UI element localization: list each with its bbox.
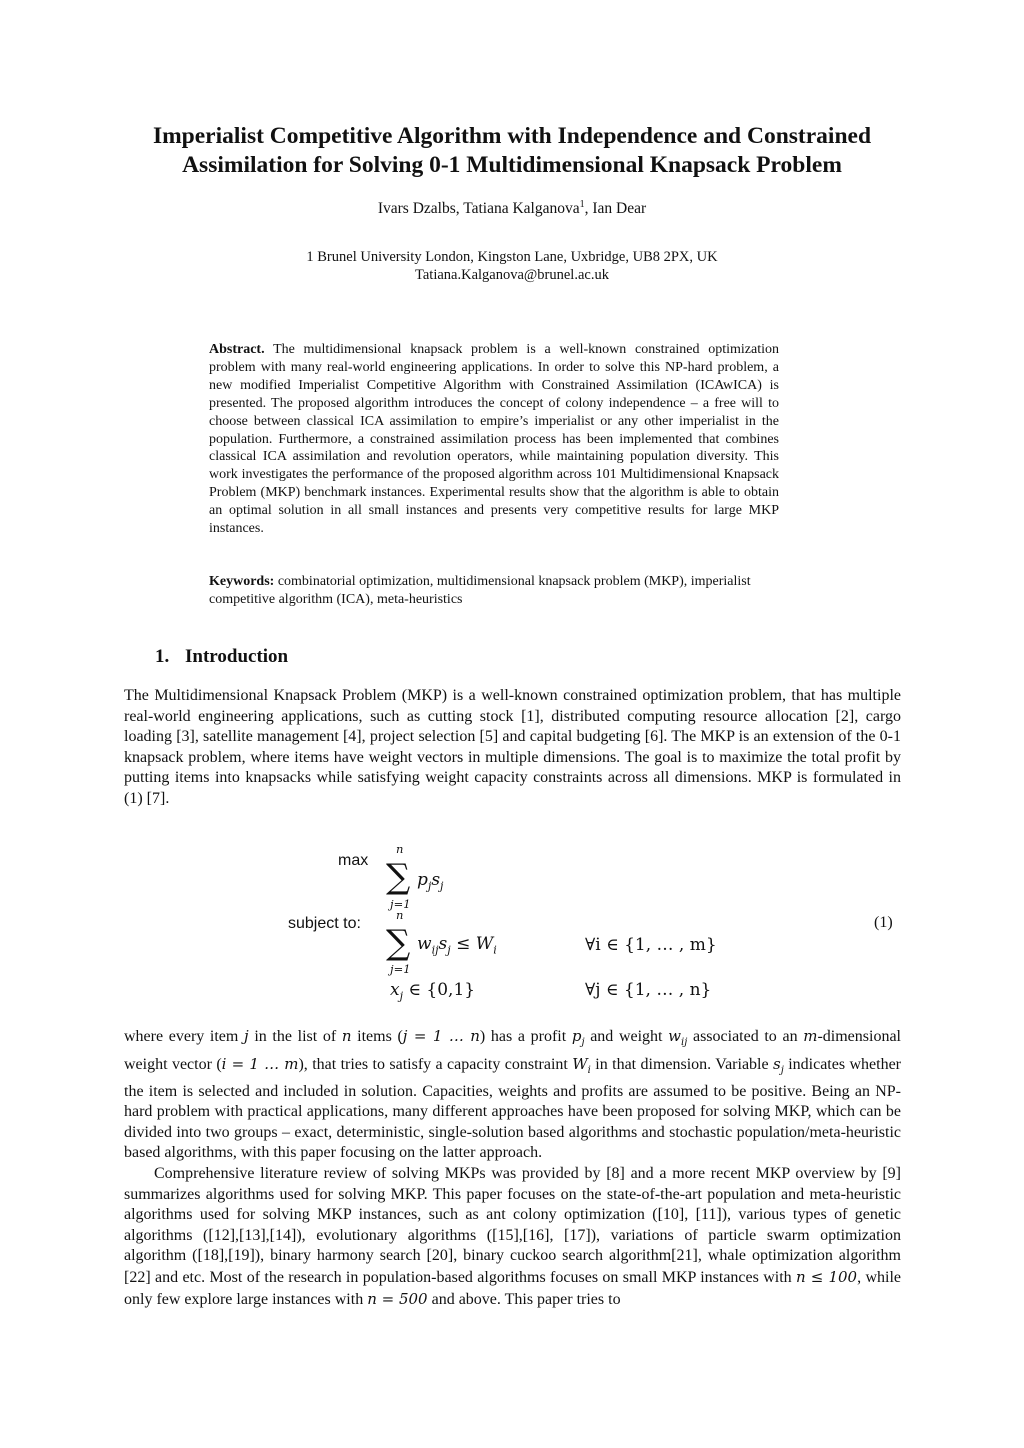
intro-paragraph-3 bbox=[124, 1164, 901, 1310]
p3-math: n ≤ 100 bbox=[796, 1267, 858, 1286]
eq-sum2-upper: n bbox=[396, 908, 404, 922]
p2-text: -dimensional weight vector ( bbox=[124, 1028, 901, 1073]
intro-paragraph-2 bbox=[124, 1026, 901, 1164]
p2-text: in that dimension. Variable bbox=[590, 1055, 773, 1073]
authors-text: Ivars Dzalbs, Tatiana Kalganova bbox=[377, 200, 580, 218]
keywords-text: combinatorial optimization, multidimensional knapsack problem (MKP), imperialist competitive algorithm (ICA), meta-heuristics bbox=[209, 574, 751, 607]
p2-text: indicates whether the item is selected and included in solution. Capacities, weights and profits are assumed to be positive. Being an NP-hard problem with practical applications, many different approaches have been proposed for solving MKP, which can be divided into two groups – exact, deterministic, single-solution based algorithms and stochastic population/meta-heuristic based algorithms, with this paper focusing on the latter approach. bbox=[124, 1055, 902, 1162]
affiliation-marker: 1 bbox=[579, 199, 585, 210]
eq-constraint-w: w bbox=[417, 934, 432, 954]
p2-math: w bbox=[668, 1027, 681, 1045]
affiliation-email: Tatiana.Kalganova@brunel.ac.uk bbox=[415, 267, 609, 283]
eq-constraint bbox=[417, 934, 497, 956]
authors bbox=[0, 199, 1024, 218]
p2-math: m bbox=[803, 1027, 818, 1045]
p2-text: and weight bbox=[584, 1028, 669, 1045]
keywords-label: Keywords: bbox=[209, 574, 275, 589]
eq-domain-x: x bbox=[390, 980, 400, 1000]
intro-paragraphs bbox=[124, 1026, 901, 1310]
eq-objective-p: p bbox=[417, 870, 428, 890]
eq-constraint-s-sub: j bbox=[447, 943, 451, 957]
p2-math-sub: i bbox=[587, 1064, 591, 1076]
p2-math: p bbox=[571, 1027, 582, 1045]
p2-math: s bbox=[773, 1054, 781, 1073]
p2-math-sub: j bbox=[581, 1037, 585, 1049]
equation-number: (1) bbox=[874, 914, 893, 931]
p2-text: ) has a profit bbox=[479, 1028, 572, 1045]
p2-math: n bbox=[341, 1027, 352, 1045]
p2-math: j bbox=[244, 1027, 249, 1045]
p2-math: j = 1 … n bbox=[402, 1027, 480, 1045]
eq-sum1-lower: j=1 bbox=[390, 897, 411, 911]
keywords bbox=[209, 573, 779, 609]
section-title: Introduction bbox=[185, 646, 289, 667]
eq-sum1-sigma: ∑ bbox=[386, 857, 411, 897]
eq-constraint-rel: ≤ bbox=[456, 934, 471, 954]
p2-text: where every item bbox=[124, 1028, 245, 1045]
p2-math-sub: ij bbox=[681, 1037, 688, 1049]
intro-paragraph-1: The Multidimensional Knapsack Problem (MKP) is a well-known constrained optimization problem, that has multiple real-world engineering applications, such as cutting stock [1], distributed computing resource allocation [2], cargo loading [3], satellite management [4], project selection [5] and capital budgeting [6]. The MKP is an extension of the 0-1 knapsack problem, where items have weight vectors in multiple dimensions. The goal is to maximize the total profit by putting items into knapsacks while satisfying weight capacity constraints across all dimensions. MKP is formulated in (1) [7]. bbox=[124, 687, 901, 807]
eq-subject-label: subject to: bbox=[288, 915, 361, 932]
eq-objective-p-sub: j bbox=[427, 879, 432, 893]
p2-text: items ( bbox=[351, 1028, 403, 1045]
p2-text: in the list of bbox=[248, 1028, 342, 1045]
eq-objective-s: s bbox=[431, 870, 441, 890]
p3-text: Comprehensive literature review of solving MKPs was provided by [8] and a more recent MKP overview by [9] summarizes algorithms used for solving MKP. This paper focuses on the state-of-the-art population and meta-heuristic algorithms used for solving MKP instances, such as ant colony optimization ([10], [11]), various types of genetic algorithms ([12],[13],[14]), evolutionary algorithms ([15],[16], [17]), variations of particle swarm optimization algorithm ([18],[19]), binary harmony search [20], binary cuckoo search algorithm[21], whale optimization algorithm [22] and etc. Most of the research in population-based algorithms focuses on small MKP instances with bbox=[124, 1164, 901, 1286]
eq-objective-s-sub: j bbox=[440, 879, 444, 893]
paper-title bbox=[100, 122, 924, 180]
equation-block bbox=[0, 840, 1024, 1010]
eq-domain-set: ∈ {0,1} bbox=[408, 980, 476, 1000]
title-line-2: Assimilation for Solving 0-1 Multidimensional Knapsack Problem bbox=[182, 152, 842, 178]
p2-math-sub: j bbox=[780, 1064, 784, 1076]
eq-domain bbox=[390, 980, 475, 1002]
authors-text-end: , Ian Dear bbox=[584, 200, 647, 218]
p2-text: associated to an bbox=[687, 1028, 804, 1045]
eq-forall-j: ∀j ∈ {1, … , n} bbox=[585, 980, 712, 1000]
abstract bbox=[209, 341, 779, 538]
eq-sum1-upper: n bbox=[396, 842, 404, 856]
affiliation-address: 1 Brunel University London, Kingston Lane, Uxbridge, UB8 2PX, UK bbox=[306, 249, 718, 265]
section-heading bbox=[155, 646, 288, 668]
p3-text: and above. This paper tries to bbox=[427, 1290, 621, 1308]
eq-constraint-w-sub: ij bbox=[431, 943, 439, 957]
section-number: 1. bbox=[155, 646, 170, 667]
p3-text: , while only few explore large instances with bbox=[124, 1268, 902, 1308]
eq-max-label: max bbox=[338, 852, 369, 869]
affiliation bbox=[0, 248, 1024, 284]
eq-sum2-sigma: ∑ bbox=[386, 923, 411, 963]
eq-domain-x-sub: j bbox=[399, 989, 404, 1003]
title-line-1: Imperialist Competitive Algorithm with Independence and Constrained bbox=[152, 123, 872, 149]
p2-math: i = 1 … m bbox=[221, 1054, 299, 1073]
eq-forall-i: ∀i ∈ {1, … , m} bbox=[585, 935, 717, 955]
eq-constraint-cap-sub: i bbox=[493, 943, 497, 957]
eq-constraint-s: s bbox=[438, 934, 448, 954]
p2-math: W bbox=[572, 1054, 588, 1073]
eq-constraint-cap: W bbox=[475, 934, 494, 954]
abstract-text: The multidimensional knapsack problem is a well-known constrained optimization problem with many real-world engineering applications. In order to solve this NP-hard problem, a new modified Imperialist Competitive Algorithm with Constrained Assimilation (ICAwICA) is presented. The proposed algorithm introduces the concept of colony independence – a free will to choose between classical ICA assimilation to empire’s imperialist or any other imperialist in the population. Furthermore, a constrained assimilation process has been implemented that combines classical ICA assimilation and revolution operators, while maintaining population diversity. This work investigates the performance of the proposed algorithm across 101 Multidimensional Knapsack Problem (MKP) benchmark instances. Experimental results show that the algorithm is able to obtain an optimal solution in all small instances and presents very competitive results for large MKP instances. bbox=[209, 342, 780, 537]
p2-text: ), that tries to satisfy a capacity constraint bbox=[298, 1055, 573, 1073]
eq-sum2-lower: j=1 bbox=[390, 962, 411, 976]
abstract-label: Abstract. bbox=[209, 342, 265, 357]
p3-math: n = 500 bbox=[367, 1289, 428, 1308]
eq-objective bbox=[417, 870, 443, 892]
